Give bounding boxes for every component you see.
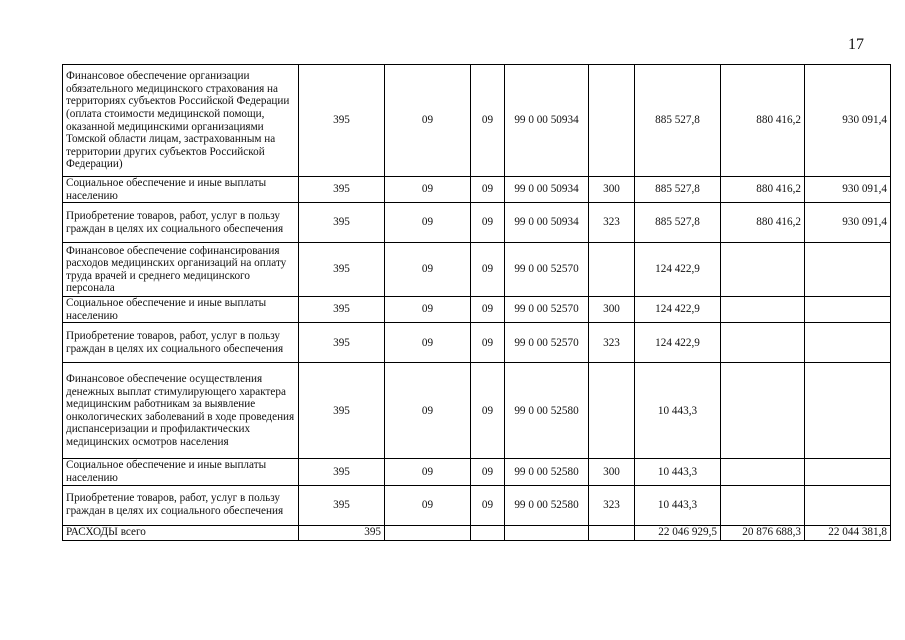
page-number: 17 xyxy=(848,36,864,53)
target-code: 99 0 00 50934 xyxy=(505,177,589,203)
section-code: 09 xyxy=(385,177,471,203)
empty-cell xyxy=(505,525,589,540)
target-code: 99 0 00 52570 xyxy=(505,243,589,297)
amount-year3 xyxy=(805,243,891,297)
total-year3: 22 044 381,8 xyxy=(805,525,891,540)
row-name: Социальное обеспечение и иные выплаты населению xyxy=(63,297,299,323)
target-code: 99 0 00 52580 xyxy=(505,363,589,459)
ministry-code: 395 xyxy=(299,297,385,323)
expense-type: 323 xyxy=(589,323,635,363)
expense-type: 300 xyxy=(589,459,635,485)
row-name: Приобретение товаров, работ, услуг в пользу граждан в целях их социального обеспечения xyxy=(63,485,299,525)
section-code: 09 xyxy=(385,203,471,243)
expense-type xyxy=(589,243,635,297)
table-row xyxy=(63,485,891,525)
ministry-code: 395 xyxy=(299,459,385,485)
amount-year3: 930 091,4 xyxy=(805,177,891,203)
row-name: Приобретение товаров, работ, услуг в пользу граждан в целях их социального обеспечения xyxy=(63,323,299,363)
amount-year1: 124 422,9 xyxy=(635,243,721,297)
empty-cell xyxy=(385,525,471,540)
amount-year3 xyxy=(805,297,891,323)
ministry-code: 395 xyxy=(299,177,385,203)
row-name: Финансовое обеспечение осуществления денежных выплат стимулирующего характера медицинским работникам за выявление онкологических заболеваний в ходе проведения диспансеризации и профилактических медицинских осмотров населения xyxy=(63,363,299,459)
expense-type: 300 xyxy=(589,177,635,203)
section-code: 09 xyxy=(385,297,471,323)
expense-type: 300 xyxy=(589,297,635,323)
expense-type xyxy=(589,65,635,177)
amount-year3: 930 091,4 xyxy=(805,203,891,243)
expense-type xyxy=(589,363,635,459)
amount-year3 xyxy=(805,363,891,459)
expense-type: 323 xyxy=(589,485,635,525)
row-name: Финансовое обеспечение организации обязательного медицинского страхования на территориях субъектов Российской Федерации (оплата стоимости медицинской помощи, оказанной медицинскими организациями Томской области лицам, застрахованным на территории других субъектов Российской Федерации) xyxy=(63,65,299,177)
table-row xyxy=(63,243,891,297)
empty-cell xyxy=(589,525,635,540)
amount-year2 xyxy=(721,243,805,297)
amount-year1: 10 443,3 xyxy=(635,485,721,525)
subsection-code: 09 xyxy=(471,459,505,485)
table-row xyxy=(63,177,891,203)
amount-year1: 124 422,9 xyxy=(635,297,721,323)
amount-year3 xyxy=(805,459,891,485)
expense-type: 323 xyxy=(589,203,635,243)
table-row xyxy=(63,203,891,243)
subsection-code: 09 xyxy=(471,485,505,525)
table-row xyxy=(63,363,891,459)
table-row xyxy=(63,323,891,363)
amount-year1: 10 443,3 xyxy=(635,363,721,459)
amount-year2 xyxy=(721,363,805,459)
target-code: 99 0 00 50934 xyxy=(505,203,589,243)
section-code: 09 xyxy=(385,243,471,297)
amount-year2: 880 416,2 xyxy=(721,203,805,243)
subsection-code: 09 xyxy=(471,65,505,177)
row-name: Финансовое обеспечение софинансирования расходов медицинских организаций на оплату труда врачей и среднего медицинского персонала xyxy=(63,243,299,297)
row-name: Социальное обеспечение и иные выплаты населению xyxy=(63,177,299,203)
ministry-code: 395 xyxy=(299,65,385,177)
section-code: 09 xyxy=(385,65,471,177)
amount-year2: 880 416,2 xyxy=(721,65,805,177)
empty-cell xyxy=(471,525,505,540)
amount-year1: 10 443,3 xyxy=(635,459,721,485)
section-code: 09 xyxy=(385,363,471,459)
amount-year3: 930 091,4 xyxy=(805,65,891,177)
section-code: 09 xyxy=(385,323,471,363)
total-ministry-code: 395 xyxy=(299,525,385,540)
table-row xyxy=(63,297,891,323)
amount-year1: 885 527,8 xyxy=(635,203,721,243)
amount-year2 xyxy=(721,297,805,323)
amount-year2 xyxy=(721,323,805,363)
ministry-code: 395 xyxy=(299,203,385,243)
ministry-code: 395 xyxy=(299,363,385,459)
table-row xyxy=(63,459,891,485)
total-year2: 20 876 688,3 xyxy=(721,525,805,540)
subsection-code: 09 xyxy=(471,297,505,323)
amount-year2 xyxy=(721,485,805,525)
amount-year2 xyxy=(721,459,805,485)
subsection-code: 09 xyxy=(471,323,505,363)
amount-year1: 885 527,8 xyxy=(635,65,721,177)
section-code: 09 xyxy=(385,485,471,525)
target-code: 99 0 00 52580 xyxy=(505,485,589,525)
amount-year1: 124 422,9 xyxy=(635,323,721,363)
target-code: 99 0 00 52580 xyxy=(505,459,589,485)
target-code: 99 0 00 52570 xyxy=(505,323,589,363)
target-code: 99 0 00 50934 xyxy=(505,65,589,177)
ministry-code: 395 xyxy=(299,485,385,525)
target-code: 99 0 00 52570 xyxy=(505,297,589,323)
ministry-code: 395 xyxy=(299,323,385,363)
subsection-code: 09 xyxy=(471,243,505,297)
row-name: Социальное обеспечение и иные выплаты населению xyxy=(63,459,299,485)
amount-year3 xyxy=(805,485,891,525)
section-code: 09 xyxy=(385,459,471,485)
amount-year2: 880 416,2 xyxy=(721,177,805,203)
table-row xyxy=(63,65,891,177)
subsection-code: 09 xyxy=(471,203,505,243)
subsection-code: 09 xyxy=(471,363,505,459)
total-label: РАСХОДЫ всего xyxy=(63,525,299,540)
amount-year1: 885 527,8 xyxy=(635,177,721,203)
ministry-code: 395 xyxy=(299,243,385,297)
amount-year3 xyxy=(805,323,891,363)
budget-table xyxy=(62,64,891,541)
total-row xyxy=(63,525,891,540)
subsection-code: 09 xyxy=(471,177,505,203)
row-name: Приобретение товаров, работ, услуг в пользу граждан в целях их социального обеспечения xyxy=(63,203,299,243)
total-year1: 22 046 929,5 xyxy=(635,525,721,540)
